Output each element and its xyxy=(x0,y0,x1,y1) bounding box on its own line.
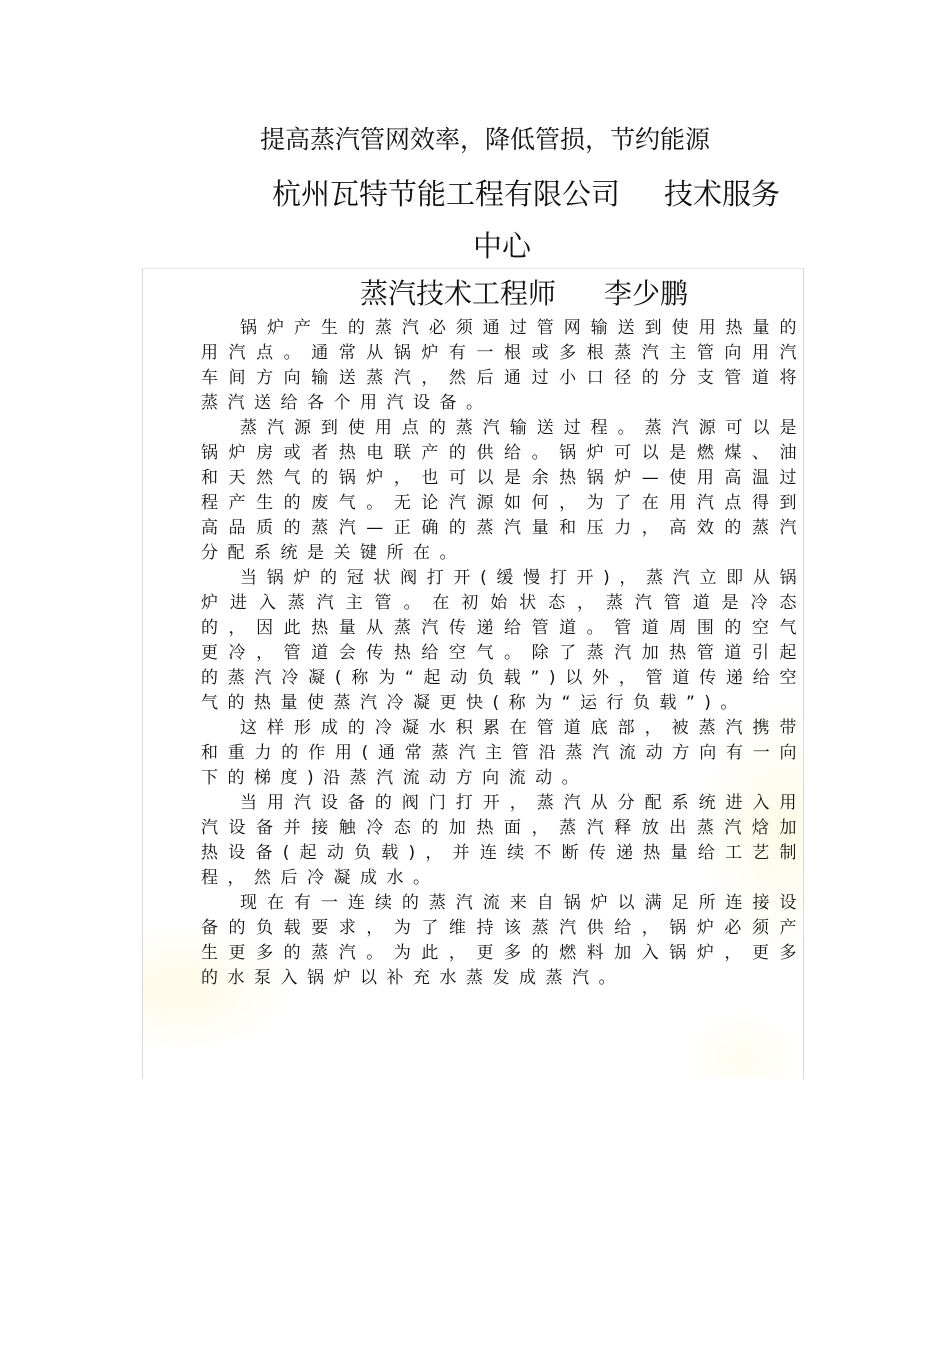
paragraph: 当锅炉的冠状阀打开(缓慢打开)，蒸汽立即从锅炉进入蒸汽主管。在初始状态，蒸汽管道是冷态的，因此热量从蒸汽传递给管道。管道周围的空气更冷，管道会传热给空气。除了蒸汽加热管道引起的蒸汽冷凝(称为“起动负载”)以外，管道传递给空气的热量使蒸汽冷凝更快(称为“运行负载”)。 xyxy=(201,568,806,713)
department-name: 技术服务 xyxy=(664,177,781,211)
paragraph: 锅炉产生的蒸汽必须通过管网输送到使用热量的用汽点。通常从锅炉有一根或多根蒸汽主管向用汽车间方向输送蒸汽，然后通过小口径的分支管道将蒸汽送给各个用汽设备。 xyxy=(201,318,806,413)
paragraph: 现在有一连续的蒸汽流来自锅炉以满足所连接设备的负载要求，为了维持该蒸汽供给，锅炉必须产生更多的蒸汽。为此，更多的燃料加入锅炉，更多的水泵入锅炉以补充水蒸发成蒸汽。 xyxy=(201,893,806,988)
document-title: 提高蒸汽管网效率，降低管损，节约能源 xyxy=(260,125,711,154)
company-name: 杭州瓦特节能工程有限公司 xyxy=(272,177,621,211)
paragraph: 这样形成的冷凝水积累在管道底部，被蒸汽携带和重力的作用(通常蒸汽主管沿蒸汽流动方向有一向下的梯度)沿蒸汽流动方向流动。 xyxy=(201,718,806,788)
author-line xyxy=(360,274,688,314)
paragraph: 当用汽设备的阀门打开，蒸汽从分配系统进入用汽设备并接触冷态的加热面，蒸汽释放出蒸汽焓加热设备(起动负载)，并连续不断传递热量给工艺制程，然后冷凝成水。 xyxy=(201,793,806,888)
author-name: 李少鹏 xyxy=(604,277,689,310)
department-name-continued: 中心 xyxy=(473,229,532,263)
author-role: 蒸汽技术工程师 xyxy=(360,277,557,310)
company-line xyxy=(272,174,780,214)
article-body xyxy=(201,316,806,991)
paragraph: 蒸汽源到使用点的蒸汽输送过程。蒸汽源可以是锅炉房或者热电联产的供给。锅炉可以是燃煤、油和天然气的锅炉，也可以是余热锅炉—使用高温过程产生的废气。无论汽源如何，为了在用汽点得到高品质的蒸汽—正确的蒸汽量和压力，高效的蒸汽分配系统是关键所在。 xyxy=(201,418,806,563)
